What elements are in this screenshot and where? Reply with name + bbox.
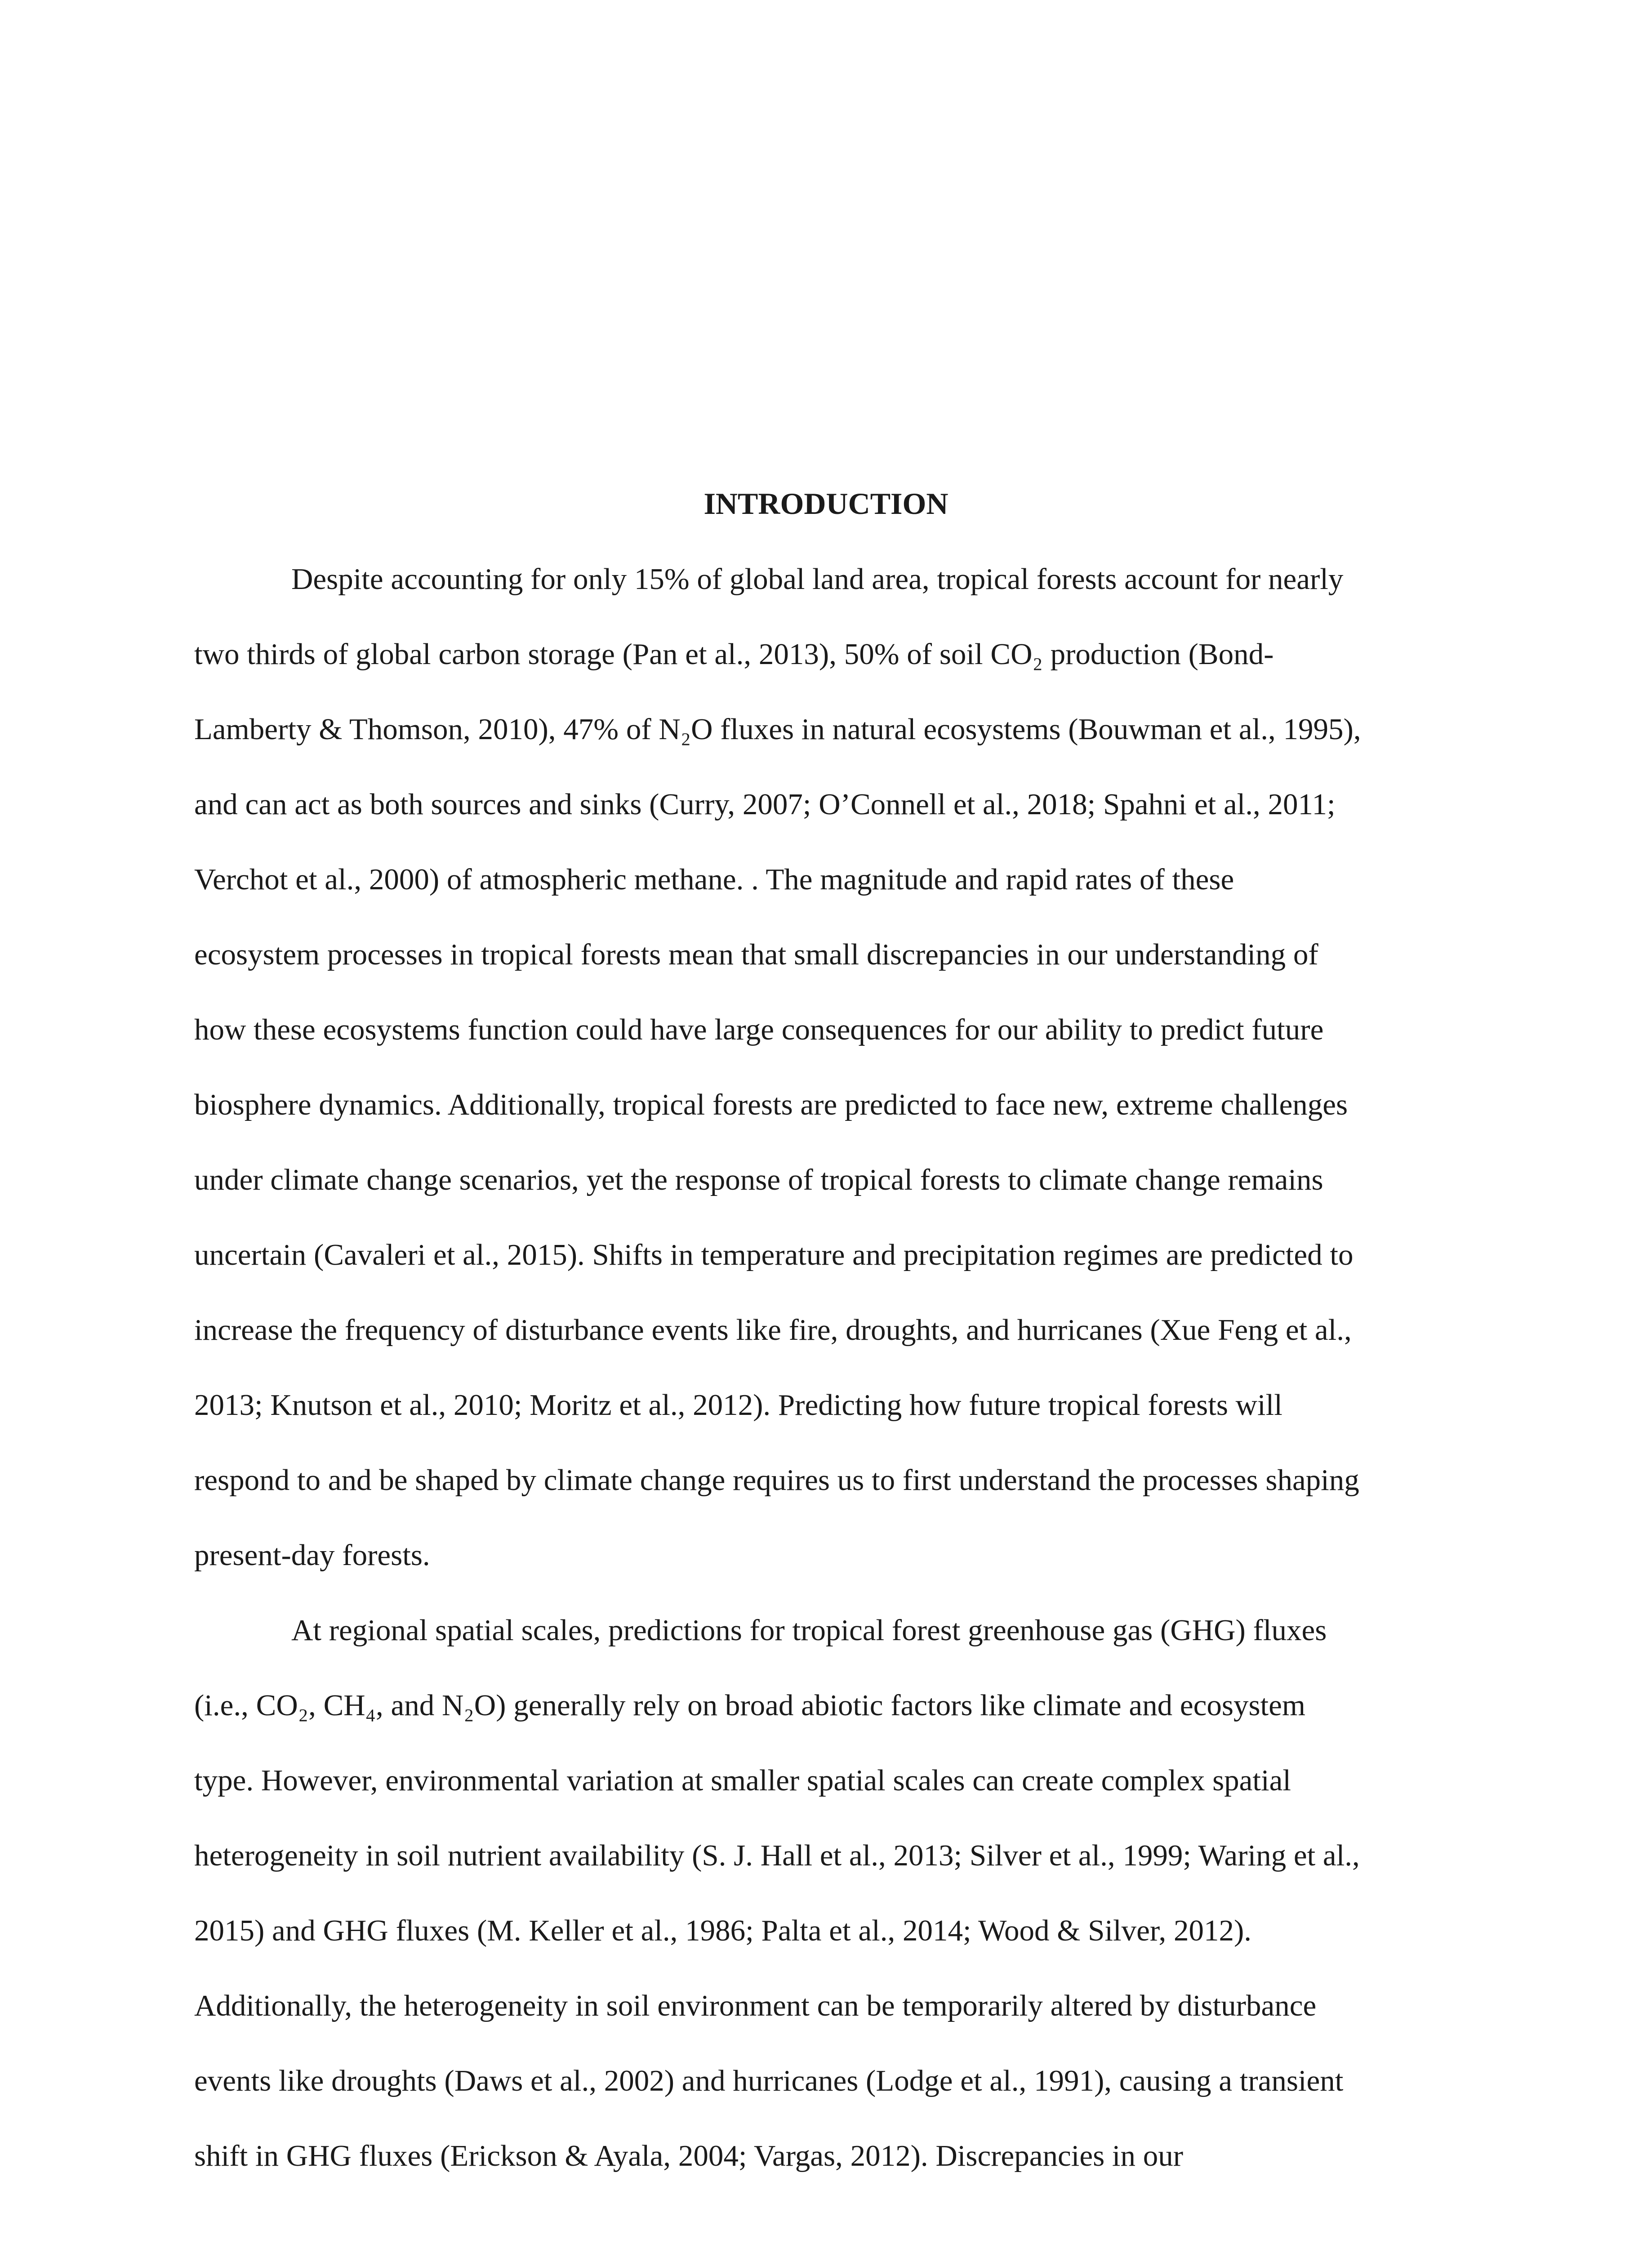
paragraph-2-line: At regional spatial scales, predictions for tropical forest greenhouse gas (GHG) fluxes bbox=[291, 1614, 1327, 1647]
paragraph-1-line: uncertain (Cavaleri et al., 2015). Shifts in temperature and precipitation regimes are predicted to bbox=[194, 1238, 1354, 1271]
paragraph-2-line: events like droughts (Daws et al., 2002) and hurricanes (Lodge et al., 1991), causing a transient bbox=[194, 2064, 1344, 2097]
paragraph-2-line: heterogeneity in soil nutrient availability (S. J. Hall et al., 2013; Silver et al., 1999; Waring et al., bbox=[194, 1839, 1360, 1872]
paragraph-1-line: respond to and be shaped by climate change requires us to first understand the processes shaping bbox=[194, 1463, 1359, 1497]
paragraph-1-line: two thirds of global carbon storage (Pan et al., 2013), 50% of soil CO₂ production (Bond- bbox=[194, 638, 1274, 671]
paragraph-1-line: and can act as both sources and sinks (Curry, 2007; O’Connell et al., 2018; Spahni et al., 2011; bbox=[194, 788, 1336, 821]
paragraph-1-line: 2013; Knutson et al., 2010; Moritz et al., 2012). Predicting how future tropical forests will bbox=[194, 1388, 1282, 1422]
paragraph-1-line: Lamberty & Thomson, 2010), 47% of N₂O fluxes in natural ecosystems (Bouwman et al., 1995), bbox=[194, 713, 1361, 746]
paragraph-1-line: increase the frequency of disturbance events like fire, droughts, and hurricanes (Xue Feng et al., bbox=[194, 1313, 1352, 1347]
paragraph-2-line: Additionally, the heterogeneity in soil environment can be temporarily altered by disturbance bbox=[194, 1989, 1317, 2022]
paragraph-1-line: Despite accounting for only 15% of global land area, tropical forests account for nearly bbox=[291, 562, 1344, 596]
paragraph-1-line: how these ecosystems function could have large consequences for our ability to predict future bbox=[194, 1013, 1324, 1046]
paragraph-2-line: type. However, environmental variation at smaller spatial scales can create complex spatial bbox=[194, 1764, 1291, 1797]
paragraph-1-line: Verchot et al., 2000) of atmospheric methane. . The magnitude and rapid rates of these bbox=[194, 863, 1234, 896]
section-heading: INTRODUCTION bbox=[704, 486, 948, 521]
paragraph-2-line: shift in GHG fluxes (Erickson & Ayala, 2004; Vargas, 2012). Discrepancies in our bbox=[194, 2139, 1184, 2172]
paragraph-1-line: present-day forests. bbox=[194, 1539, 430, 1572]
paragraph-2-line: 2015) and GHG fluxes (M. Keller et al., 1986; Palta et al., 2014; Wood & Silver, 2012). bbox=[194, 1914, 1252, 1947]
paragraph-1-line: biosphere dynamics. Additionally, tropical forests are predicted to face new, extreme challenges bbox=[194, 1088, 1348, 1121]
paragraph-1-line: ecosystem processes in tropical forests mean that small discrepancies in our understanding of bbox=[194, 938, 1318, 971]
paragraph-2-line: (i.e., CO₂, CH₄, and N₂O) generally rely on broad abiotic factors like climate and ecosystem bbox=[194, 1689, 1305, 1722]
paragraph-1-line: under climate change scenarios, yet the response of tropical forests to climate change remains bbox=[194, 1163, 1323, 1196]
